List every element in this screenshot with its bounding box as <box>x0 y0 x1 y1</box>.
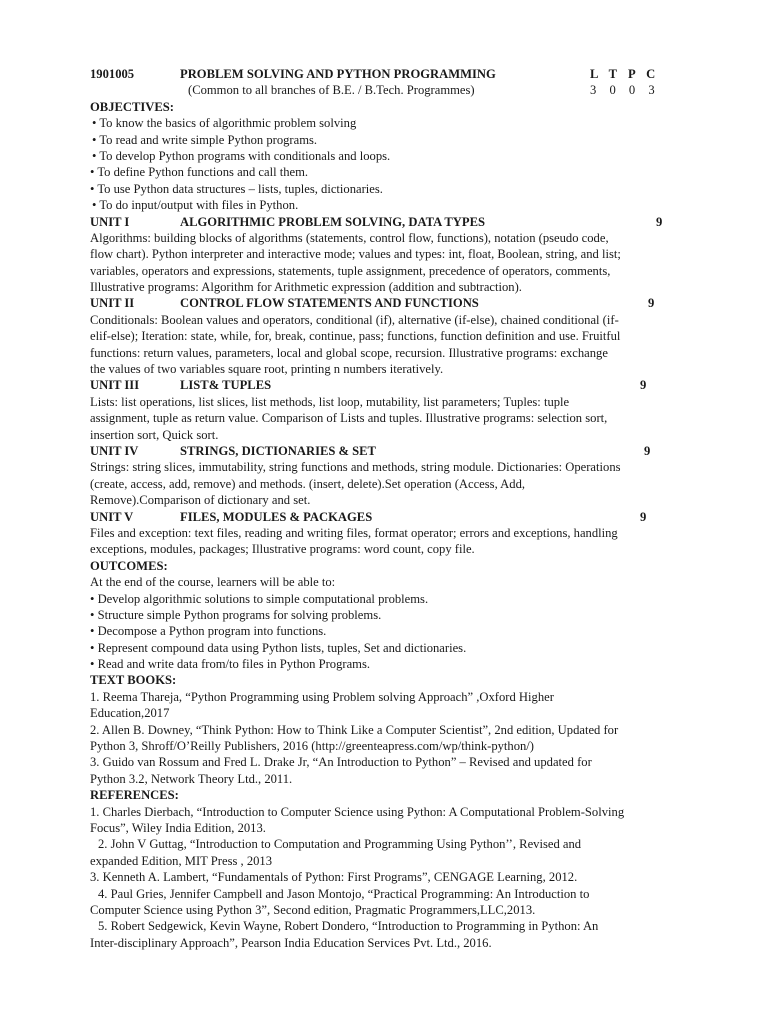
outcome-item: • Develop algorithmic solutions to simple computational problems. <box>90 591 429 606</box>
objective-item: • To know the basics of algorithmic problem solving <box>92 116 357 131</box>
unit-text-line: Files and exception: text files, reading and writing files, format operator; errors and exceptions, handling <box>90 525 618 540</box>
bullet-icon: • <box>92 148 100 163</box>
unit-number: UNIT IV <box>90 443 139 458</box>
reference-line: 4. Paul Gries, Jennifer Campbell and Jason Montojo, “Practical Programming: An Introduction to <box>98 886 590 901</box>
unit-title: CONTROL FLOW STATEMENTS AND FUNCTIONS <box>180 296 479 311</box>
course-code: 1901005 <box>90 67 135 81</box>
reference-line: Computer Science using Python 3”, Second edition, Pragmatic Programmers,LLC,2013. <box>90 902 536 917</box>
unit-title: LIST& TUPLES <box>180 378 272 393</box>
reference-line: Focus”, Wiley India Edition, 2013. <box>90 820 266 835</box>
ltpc-label: L T P C <box>590 67 660 81</box>
outcome-item: • Represent compound data using Python lists, tuples, Set and dictionaries. <box>90 640 467 655</box>
unit-text-line: variables, operators and expressions, statements, tuple assignment, precedence of operators, comments, <box>90 263 611 278</box>
unit-hours: 9 <box>640 509 647 524</box>
objective-item: • To develop Python programs with conditionals and loops. <box>92 148 391 163</box>
ltpc-values: 3 0 0 3 <box>590 83 660 98</box>
objective-item: • To read and write simple Python programs. <box>92 132 318 147</box>
outcomes-heading: OUTCOMES: <box>90 558 168 573</box>
course-subtitle: (Common to all branches of B.E. / B.Tech. Programmes) <box>188 83 475 98</box>
unit-text-line: insertion sort, Quick sort. <box>90 427 219 442</box>
course-header <box>90 66 678 82</box>
reference-line: expanded Edition, MIT Press , 2013 <box>90 853 273 868</box>
outcome-item: • Read and write data from/to files in Python Programs. <box>90 657 371 672</box>
unit-text-line: flow chart). Python interpreter and interactive mode; values and types: int, float, Boolean, string, and list; <box>90 247 621 262</box>
unit-text-line: (create, access, add, remove) and methods. (insert, delete).Set operation (Access, Add, <box>90 476 526 491</box>
unit-heading <box>90 509 678 525</box>
bullet-icon: • <box>92 116 100 131</box>
unit-heading <box>90 214 678 230</box>
textbooks-heading: TEXT BOOKS: <box>90 673 177 688</box>
unit-text-line: Illustrative programs: Algorithm for Arithmetic expression (addition and subtraction). <box>90 280 522 295</box>
outcome-item: • Structure simple Python programs for solving problems. <box>90 607 382 622</box>
objective-item: • To define Python functions and call them. <box>90 165 309 180</box>
unit-number: UNIT I <box>90 214 130 229</box>
reference-line: 2. John V Guttag, “Introduction to Computation and Programming Using Python’’, Revised and <box>98 837 582 852</box>
textbook-line: Education,2017 <box>90 706 170 721</box>
unit-text-line: functions: return values, parameters, local and global scope, recursion. Illustrative programs: exchange <box>90 345 608 360</box>
textbook-line: 1. Reema Thareja, “Python Programming using Problem solving Approach” ,Oxford Higher <box>90 689 554 704</box>
outcomes-intro: At the end of the course, learners will be able to: <box>90 575 336 590</box>
bullet-icon: • <box>90 607 98 622</box>
bullet-icon: • <box>90 591 98 606</box>
objectives-heading: OBJECTIVES: <box>90 99 174 114</box>
course-subheader <box>90 82 678 98</box>
objective-item: • To do input/output with files in Python. <box>92 198 299 213</box>
bullet-icon: • <box>90 165 98 180</box>
outcome-item: • Decompose a Python program into functions. <box>90 624 327 639</box>
unit-hours: 9 <box>644 443 651 458</box>
unit-text-line: Conditionals: Boolean values and operators, conditional (if), alternative (if-else), chained conditional (if- <box>90 312 619 327</box>
unit-number: UNIT V <box>90 509 134 524</box>
textbook-line: Python 3.2, Network Theory Ltd., 2011. <box>90 771 293 786</box>
unit-hours: 9 <box>656 214 663 229</box>
textbook-line: 3. Guido van Rossum and Fred L. Drake Jr, “An Introduction to Python” – Revised and updated for <box>90 755 592 770</box>
unit-text-line: assignment, tuple as return value. Comparison of Lists and tuples. Illustrative programs: selection sort, <box>90 411 608 426</box>
unit-text-line: Remove).Comparison of dictionary and set. <box>90 493 311 508</box>
unit-number: UNIT II <box>90 296 135 311</box>
unit-title: ALGORITHMIC PROBLEM SOLVING, DATA TYPES <box>180 214 485 229</box>
unit-heading <box>90 377 678 393</box>
unit-hours: 9 <box>648 296 655 311</box>
objective-item: • To use Python data structures – lists, tuples, dictionaries. <box>90 181 383 196</box>
unit-title: STRINGS, DICTIONARIES & SET <box>180 443 376 458</box>
unit-text-line: the values of two variables square root, printing n numbers iteratively. <box>90 362 444 377</box>
reference-line: 3. Kenneth A. Lambert, “Fundamentals of Python: First Programs”, CENGAGE Learning, 2012. <box>90 870 578 885</box>
bullet-icon: • <box>90 640 98 655</box>
references-heading: REFERENCES: <box>90 788 179 803</box>
bullet-icon: • <box>92 132 100 147</box>
unit-text-line: exceptions, modules, packages; Illustrative programs: word count, copy file. <box>90 542 475 557</box>
textbook-line: Python 3, Shroff/O’Reilly Publishers, 2016 (http://greenteapress.com/wp/think-python/) <box>90 739 535 754</box>
unit-heading <box>90 443 678 459</box>
bullet-icon: • <box>90 657 98 672</box>
reference-line: 5. Robert Sedgewick, Kevin Wayne, Robert Dondero, “Introduction to Programming in Python: An <box>98 919 599 934</box>
unit-number: UNIT III <box>90 378 140 393</box>
course-title: PROBLEM SOLVING AND PYTHON PROGRAMMING <box>180 67 496 81</box>
unit-text-line: Strings: string slices, immutability, string functions and methods, string module. Dictionaries: Operations <box>90 460 621 475</box>
unit-title: FILES, MODULES & PACKAGES <box>180 509 373 524</box>
textbook-line: 2. Allen B. Downey, “Think Python: How to Think Like a Computer Scientist”, 2nd edition, Updated for <box>90 722 619 737</box>
bullet-icon: • <box>90 181 98 196</box>
reference-line: 1. Charles Dierbach, “Introduction to Computer Science using Python: A Computational Problem-Solving <box>90 804 625 819</box>
unit-text-line: elif-else); Iteration: state, while, for, break, continue, pass; functions, function definition and use. Fruitful <box>90 329 621 344</box>
bullet-icon: • <box>92 198 100 213</box>
bullet-icon: • <box>90 624 98 639</box>
unit-text-line: Algorithms: building blocks of algorithms (statements, control flow, functions), notation (pseudo code, <box>90 230 609 245</box>
unit-text-line: Lists: list operations, list slices, list methods, list loop, mutability, list parameters; Tuples: tuple <box>90 394 570 409</box>
unit-heading <box>90 295 678 311</box>
unit-hours: 9 <box>640 378 647 393</box>
reference-line: Inter-disciplinary Approach”, Pearson India Education Services Pvt. Ltd., 2016. <box>90 935 492 950</box>
